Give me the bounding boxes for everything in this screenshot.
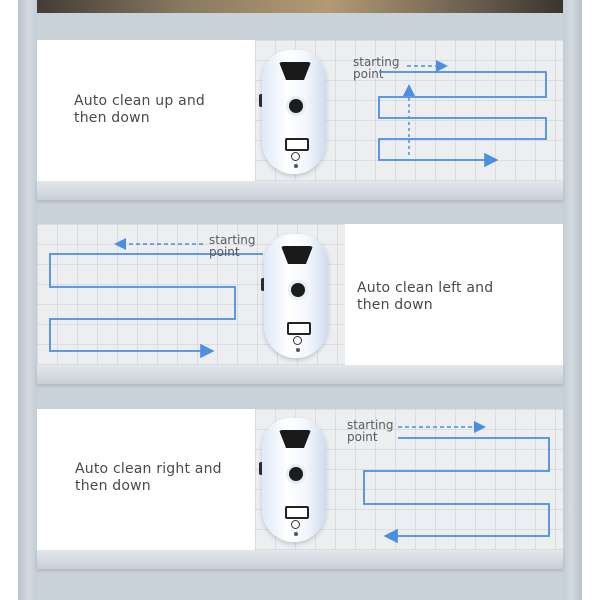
caption-line-1: Auto clean up and: [74, 93, 206, 109]
window-glass: [37, 224, 345, 365]
window-glass: [255, 40, 563, 181]
starting-point-label: starting point: [347, 418, 394, 444]
starting-point-label: starting point: [209, 233, 256, 259]
top-image-strip: [18, 0, 582, 13]
caption-card: [345, 224, 563, 365]
outer-margin-right: [582, 0, 600, 600]
panel-caption: [357, 280, 493, 314]
frame-rail: [37, 181, 563, 200]
panel-up-down: [37, 40, 563, 181]
frame-rail: [37, 365, 563, 384]
window-cleaning-robot-icon: [261, 234, 331, 358]
panel-caption: [75, 461, 222, 495]
frame-post-right: [563, 0, 582, 600]
caption-line-2: then down: [74, 110, 150, 126]
caption-line-2: then down: [357, 297, 433, 313]
caption-line-1: Auto clean right and: [75, 461, 222, 477]
starting-point-label: starting point: [353, 55, 400, 81]
panel-caption: [74, 93, 205, 127]
cleaning-path-up-down: [255, 40, 563, 181]
frame-rail: [37, 550, 563, 569]
panel-right-down: [37, 409, 563, 550]
cleaning-path-right-down: [255, 409, 563, 550]
caption-card: [37, 409, 255, 550]
caption-line-2: then down: [75, 478, 151, 494]
panel-left-down: [37, 224, 563, 365]
caption-card: [37, 40, 255, 181]
window-glass: [255, 409, 563, 550]
outer-margin-left: [0, 0, 18, 600]
frame-post-left: [18, 0, 37, 600]
caption-line-1: Auto clean left and: [357, 280, 494, 296]
